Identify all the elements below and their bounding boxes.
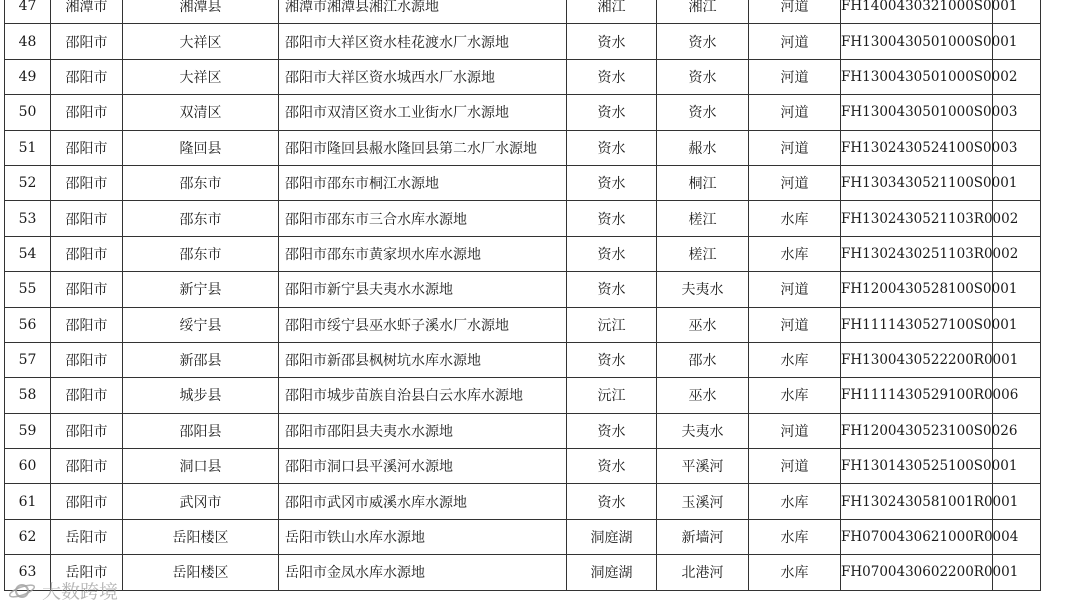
cell-county: 武冈市: [123, 484, 279, 519]
cell-source-name: 邵阳市邵东市黄家坝水库水源地: [279, 236, 567, 271]
cell-city: 邵阳市: [51, 24, 123, 59]
cell-no: 48: [5, 24, 51, 59]
table-row: [5, 342, 1041, 377]
cell-river: 新墙河: [657, 519, 749, 554]
cell-source-name: 邵阳市洞口县平溪河水源地: [279, 449, 567, 484]
cell-code: FH1303430521100S0001: [841, 165, 993, 200]
cell-no: 57: [5, 342, 51, 377]
cell-no: 63: [5, 555, 51, 590]
cell-source-name: 邵阳市绥宁县巫水虾子溪水厂水源地: [279, 307, 567, 342]
cell-river: 夫夷水: [657, 413, 749, 448]
cell-county: 洞口县: [123, 449, 279, 484]
cell-basin: 沅江: [567, 378, 657, 413]
cell-river: 桐江: [657, 165, 749, 200]
cell-basin: 资水: [567, 413, 657, 448]
cell-river: 邵水: [657, 342, 749, 377]
cell-no: 59: [5, 413, 51, 448]
cell-no: 56: [5, 307, 51, 342]
cell-county: 邵东市: [123, 165, 279, 200]
cell-type: 河道: [749, 272, 841, 307]
cell-city: 邵阳市: [51, 130, 123, 165]
cell-type: 水库: [749, 519, 841, 554]
cell-city: 湘潭市: [51, 0, 123, 24]
cell-no: 51: [5, 130, 51, 165]
cell-county: 岳阳楼区: [123, 519, 279, 554]
table-row: [5, 236, 1041, 271]
table-row: [5, 378, 1041, 413]
cell-city: 邵阳市: [51, 413, 123, 448]
cell-code: FH1400430321000S0001: [841, 0, 993, 24]
cell-city: 邵阳市: [51, 342, 123, 377]
cell-county: 双清区: [123, 95, 279, 130]
table-row: [5, 519, 1041, 554]
cell-basin: 资水: [567, 95, 657, 130]
cell-city: 邵阳市: [51, 378, 123, 413]
cell-city: 岳阳市: [51, 519, 123, 554]
cell-county: 邵东市: [123, 201, 279, 236]
cell-river: 资水: [657, 59, 749, 94]
cell-source-name: 邵阳市武冈市威溪水库水源地: [279, 484, 567, 519]
table-row: [5, 201, 1041, 236]
cell-code: FH1300430501000S0001: [841, 24, 993, 59]
cell-river: 资水: [657, 24, 749, 59]
cell-city: 邵阳市: [51, 484, 123, 519]
cell-county: 隆回县: [123, 130, 279, 165]
cell-type: 河道: [749, 449, 841, 484]
cell-basin: 洞庭湖: [567, 519, 657, 554]
cell-river: 平溪河: [657, 449, 749, 484]
cell-city: 邵阳市: [51, 236, 123, 271]
cell-source-name: 邵阳市新宁县夫夷水水源地: [279, 272, 567, 307]
watermark-text: 大数跨境: [42, 581, 119, 603]
cell-type: 河道: [749, 165, 841, 200]
cell-source-name: 邵阳市双清区资水工业街水厂水源地: [279, 95, 567, 130]
cell-code: FH1302430251103R0002: [841, 236, 993, 271]
cell-no: 60: [5, 449, 51, 484]
cell-no: 62: [5, 519, 51, 554]
cell-code: FH1300430501000S0003: [841, 95, 993, 130]
cell-type: 河道: [749, 413, 841, 448]
cell-city: 岳阳市: [51, 555, 123, 590]
cell-code: FH0700430621000R0004: [841, 519, 993, 554]
cell-no: 55: [5, 272, 51, 307]
cell-county: 邵东市: [123, 236, 279, 271]
cell-source-name: 邵阳市隆回县赧水隆回县第二水厂水源地: [279, 130, 567, 165]
cell-code: FH1302430524100S0003: [841, 130, 993, 165]
water-source-table: [4, 0, 1041, 591]
cell-no: 61: [5, 484, 51, 519]
cell-code: FH1111430529100R0006: [841, 378, 993, 413]
table-row: [5, 24, 1041, 59]
cell-source-name: 邵阳市大祥区资水城西水厂水源地: [279, 59, 567, 94]
table-row: [5, 413, 1041, 448]
cell-river: 巫水: [657, 378, 749, 413]
table-row: [5, 0, 1041, 24]
cell-source-name: 邵阳市大祥区资水桂花渡水厂水源地: [279, 24, 567, 59]
table-body: [5, 0, 1041, 590]
cell-county: 新邵县: [123, 342, 279, 377]
table-row: [5, 95, 1041, 130]
cell-county: 岳阳楼区: [123, 555, 279, 590]
cell-source-name: 邵阳市邵东市三合水库水源地: [279, 201, 567, 236]
table-row: [5, 555, 1041, 590]
cell-source-name: 邵阳市新邵县枫树坑水库水源地: [279, 342, 567, 377]
cell-basin: 湘江: [567, 0, 657, 24]
cell-code: FH1300430501000S0002: [841, 59, 993, 94]
cell-type: 水库: [749, 342, 841, 377]
cell-source-name: 邵阳市邵东市桐江水源地: [279, 165, 567, 200]
cell-type: 水库: [749, 378, 841, 413]
cell-basin: 资水: [567, 342, 657, 377]
cell-type: 河道: [749, 59, 841, 94]
cell-county: 新宁县: [123, 272, 279, 307]
cell-city: 邵阳市: [51, 59, 123, 94]
cell-river: 湘江: [657, 0, 749, 24]
cell-type: 河道: [749, 24, 841, 59]
cell-county: 城步县: [123, 378, 279, 413]
cell-basin: 资水: [567, 24, 657, 59]
cell-source-name: 邵阳市城步苗族自治县白云水库水源地: [279, 378, 567, 413]
cell-city: 邵阳市: [51, 201, 123, 236]
cell-city: 邵阳市: [51, 449, 123, 484]
cell-basin: 资水: [567, 165, 657, 200]
cell-river: 夫夷水: [657, 272, 749, 307]
cell-city: 邵阳市: [51, 95, 123, 130]
cell-county: 大祥区: [123, 24, 279, 59]
cell-city: 邵阳市: [51, 307, 123, 342]
table-row: [5, 484, 1041, 519]
cell-river: 赧水: [657, 130, 749, 165]
cell-river: 槎江: [657, 236, 749, 271]
cell-no: 47: [5, 0, 51, 24]
cell-river: 资水: [657, 95, 749, 130]
cell-county: 绥宁县: [123, 307, 279, 342]
cell-type: 水库: [749, 555, 841, 590]
cell-code: FH1300430522200R0001: [841, 342, 993, 377]
cell-type: 河道: [749, 0, 841, 24]
cell-no: 49: [5, 59, 51, 94]
cell-no: 50: [5, 95, 51, 130]
cell-code: FH1200430523100S0026: [841, 413, 993, 448]
cell-basin: 资水: [567, 59, 657, 94]
cell-no: 54: [5, 236, 51, 271]
cell-type: 水库: [749, 484, 841, 519]
cell-code: FH1200430528100S0001: [841, 272, 993, 307]
cell-no: 53: [5, 201, 51, 236]
table-row: [5, 59, 1041, 94]
cell-source-name: 湘潭市湘潭县湘江水源地: [279, 0, 567, 24]
cell-river: 北港河: [657, 555, 749, 590]
cell-source-name: 邵阳市邵阳县夫夷水水源地: [279, 413, 567, 448]
table-row: [5, 165, 1041, 200]
table-row: [5, 130, 1041, 165]
cell-county: 湘潭县: [123, 0, 279, 24]
cell-basin: 资水: [567, 201, 657, 236]
cell-basin: 资水: [567, 484, 657, 519]
cell-code: FH1301430525100S0001: [841, 449, 993, 484]
cell-city: 邵阳市: [51, 272, 123, 307]
cell-code: FH1302430581001R0001: [841, 484, 993, 519]
cell-city: 邵阳市: [51, 165, 123, 200]
cell-river: 巫水: [657, 307, 749, 342]
cell-county: 大祥区: [123, 59, 279, 94]
cell-basin: 资水: [567, 272, 657, 307]
cell-source-name: 岳阳市金凤水库水源地: [279, 555, 567, 590]
table-row: [5, 272, 1041, 307]
cell-source-name: 岳阳市铁山水库水源地: [279, 519, 567, 554]
cell-no: 58: [5, 378, 51, 413]
table-row: [5, 307, 1041, 342]
cell-type: 水库: [749, 201, 841, 236]
cell-county: 邵阳县: [123, 413, 279, 448]
table-row: [5, 449, 1041, 484]
cell-river: 玉溪河: [657, 484, 749, 519]
cell-basin: 资水: [567, 449, 657, 484]
cell-basin: 洞庭湖: [567, 555, 657, 590]
cell-type: 河道: [749, 95, 841, 130]
cell-type: 河道: [749, 130, 841, 165]
cell-type: 河道: [749, 307, 841, 342]
cell-no: 52: [5, 165, 51, 200]
cell-basin: 沅江: [567, 307, 657, 342]
cell-type: 水库: [749, 236, 841, 271]
cell-basin: 资水: [567, 236, 657, 271]
cell-river: 槎江: [657, 201, 749, 236]
cell-code: FH1302430521103R0002: [841, 201, 993, 236]
cell-code: FH0700430602200R0001: [841, 555, 993, 590]
cell-code: FH1111430527100S0001: [841, 307, 993, 342]
cell-basin: 资水: [567, 130, 657, 165]
